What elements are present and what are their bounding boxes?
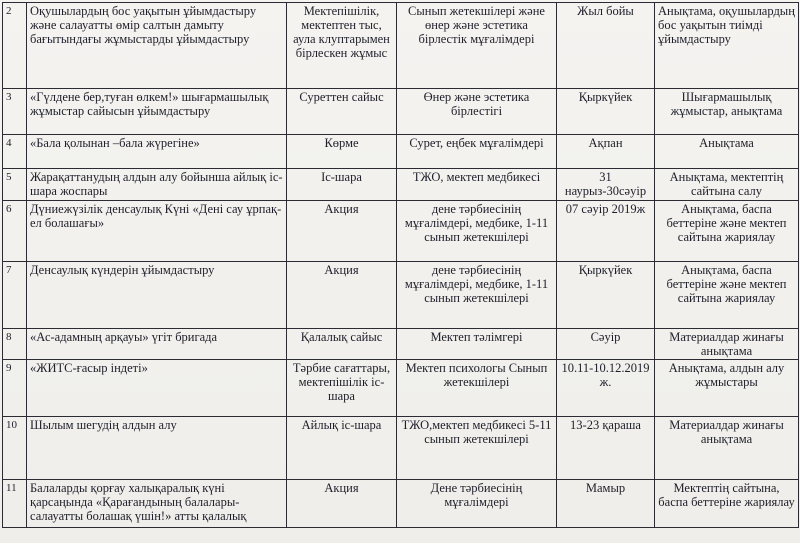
event-name: «Гүлдене бер,туған өлкем!» шығармашылық жұмыстар сайысын ұйымдастыру xyxy=(27,89,287,135)
table-row xyxy=(3,262,799,329)
responsible: Дене тәрбиесінің мұғалімдері xyxy=(397,480,557,528)
event-name: «Ас-адамның арқауы» үгіт бригада xyxy=(27,329,287,360)
result: Материалдар жинағы анықтама xyxy=(655,417,799,480)
row-number: 4 xyxy=(3,135,27,169)
row-number: 9 xyxy=(3,360,27,417)
row-number: 10 xyxy=(3,417,27,480)
table-row xyxy=(3,89,799,135)
event-form: Тәрбие сағаттары, мектепішілік іс-шара xyxy=(287,360,397,417)
event-name: «Бала қолынан –бала жүрегіне» xyxy=(27,135,287,169)
deadline: 10.11-10.12.2019 ж. xyxy=(557,360,655,417)
result: Анықтама, мектептің сайтына салу xyxy=(655,169,799,201)
result: Анықтама, оқушылардың бос уақытын тиімді ұйымдастыру xyxy=(655,3,799,89)
result: Мектептің сайтына, баспа беттеріне жариялау xyxy=(655,480,799,528)
row-number: 2 xyxy=(3,3,27,89)
deadline: Сәуір xyxy=(557,329,655,360)
event-form: Мектепішілік, мектептен тыс, аула клуптарымен бірлескен жұмыс xyxy=(287,3,397,89)
row-number: 11 xyxy=(3,480,27,528)
table-row xyxy=(3,201,799,262)
row-number: 8 xyxy=(3,329,27,360)
result: Материалдар жинағы анықтама xyxy=(655,329,799,360)
event-form: Айлық іс-шара xyxy=(287,417,397,480)
responsible: Өнер және эстетика бірлестігі xyxy=(397,89,557,135)
event-form: Акция xyxy=(287,480,397,528)
table-row xyxy=(3,329,799,360)
event-form: Көрме xyxy=(287,135,397,169)
event-name: Дүниежүзілік денсаулық Күні «Дені сау ұрпақ-ел болашағы» xyxy=(27,201,287,262)
row-number: 3 xyxy=(3,89,27,135)
responsible: дене тәрбиесінің мұғалімдері, медбике, 1-11 сынып жетекшілері xyxy=(397,262,557,329)
event-name: Жарақаттанудың алдын алу бойынша айлық іс-шара жоспары xyxy=(27,169,287,201)
responsible: Мектеп тәлімгері xyxy=(397,329,557,360)
event-name: Шылым шегудің алдын алу xyxy=(27,417,287,480)
responsible: Мектеп психологы Сынып жетекшілері xyxy=(397,360,557,417)
event-form: Акция xyxy=(287,262,397,329)
result: Анықтама, алдын алу жұмыстары xyxy=(655,360,799,417)
table-row xyxy=(3,480,799,528)
row-number: 6 xyxy=(3,201,27,262)
table-row xyxy=(3,135,799,169)
responsible: дене тәрбиесінің мұғалімдері, медбике, 1-11 сынып жетекшілері xyxy=(397,201,557,262)
table-row xyxy=(3,360,799,417)
table-row xyxy=(3,169,799,201)
deadline: Қыркүйек xyxy=(557,89,655,135)
responsible: Сынып жетекшілері және өнер және эстетика бірлестік мұғалімдері xyxy=(397,3,557,89)
result: Шығармашылық жұмыстар, анықтама xyxy=(655,89,799,135)
deadline: 13-23 қараша xyxy=(557,417,655,480)
table-row xyxy=(3,417,799,480)
result: Анықтама, баспа беттеріне және мектеп сайтына жариялау xyxy=(655,262,799,329)
responsible: ТЖО,мектеп медбикесі 5-11 сынып жетекшілері xyxy=(397,417,557,480)
event-form: Акция xyxy=(287,201,397,262)
result: Анықтама xyxy=(655,135,799,169)
responsible: ТЖО, мектеп медбикесі xyxy=(397,169,557,201)
event-name: Денсаулық күндерін ұйымдастыру xyxy=(27,262,287,329)
event-name: «ЖИТС-ғасыр індеті» xyxy=(27,360,287,417)
table-row xyxy=(3,3,799,89)
event-form: Қалалық сайыс xyxy=(287,329,397,360)
row-number: 5 xyxy=(3,169,27,201)
event-name: Оқушылардың бос уақытын ұйымдастыру және салауатты өмір салтын дамыту бағытындағы жұмыстарды ұйымдастыру xyxy=(27,3,287,89)
result: Анықтама, баспа беттеріне және мектеп сайтына жариялау xyxy=(655,201,799,262)
event-name: Балаларды қорғау халықаралық күні қарсаңында «Қарағандының балалары-салауатты болашақ үшін!» атты қалалық xyxy=(27,480,287,528)
deadline: Ақпан xyxy=(557,135,655,169)
event-form: Іс-шара xyxy=(287,169,397,201)
row-number: 7 xyxy=(3,262,27,329)
deadline: Мамыр xyxy=(557,480,655,528)
event-form: Суреттен сайыс xyxy=(287,89,397,135)
deadline: 31 наурыз-30сәуір xyxy=(557,169,655,201)
deadline: Жыл бойы xyxy=(557,3,655,89)
plan-table xyxy=(2,2,799,528)
deadline: Қыркүйек xyxy=(557,262,655,329)
responsible: Сурет, еңбек мұғалімдері xyxy=(397,135,557,169)
deadline: 07 сәуір 2019ж xyxy=(557,201,655,262)
